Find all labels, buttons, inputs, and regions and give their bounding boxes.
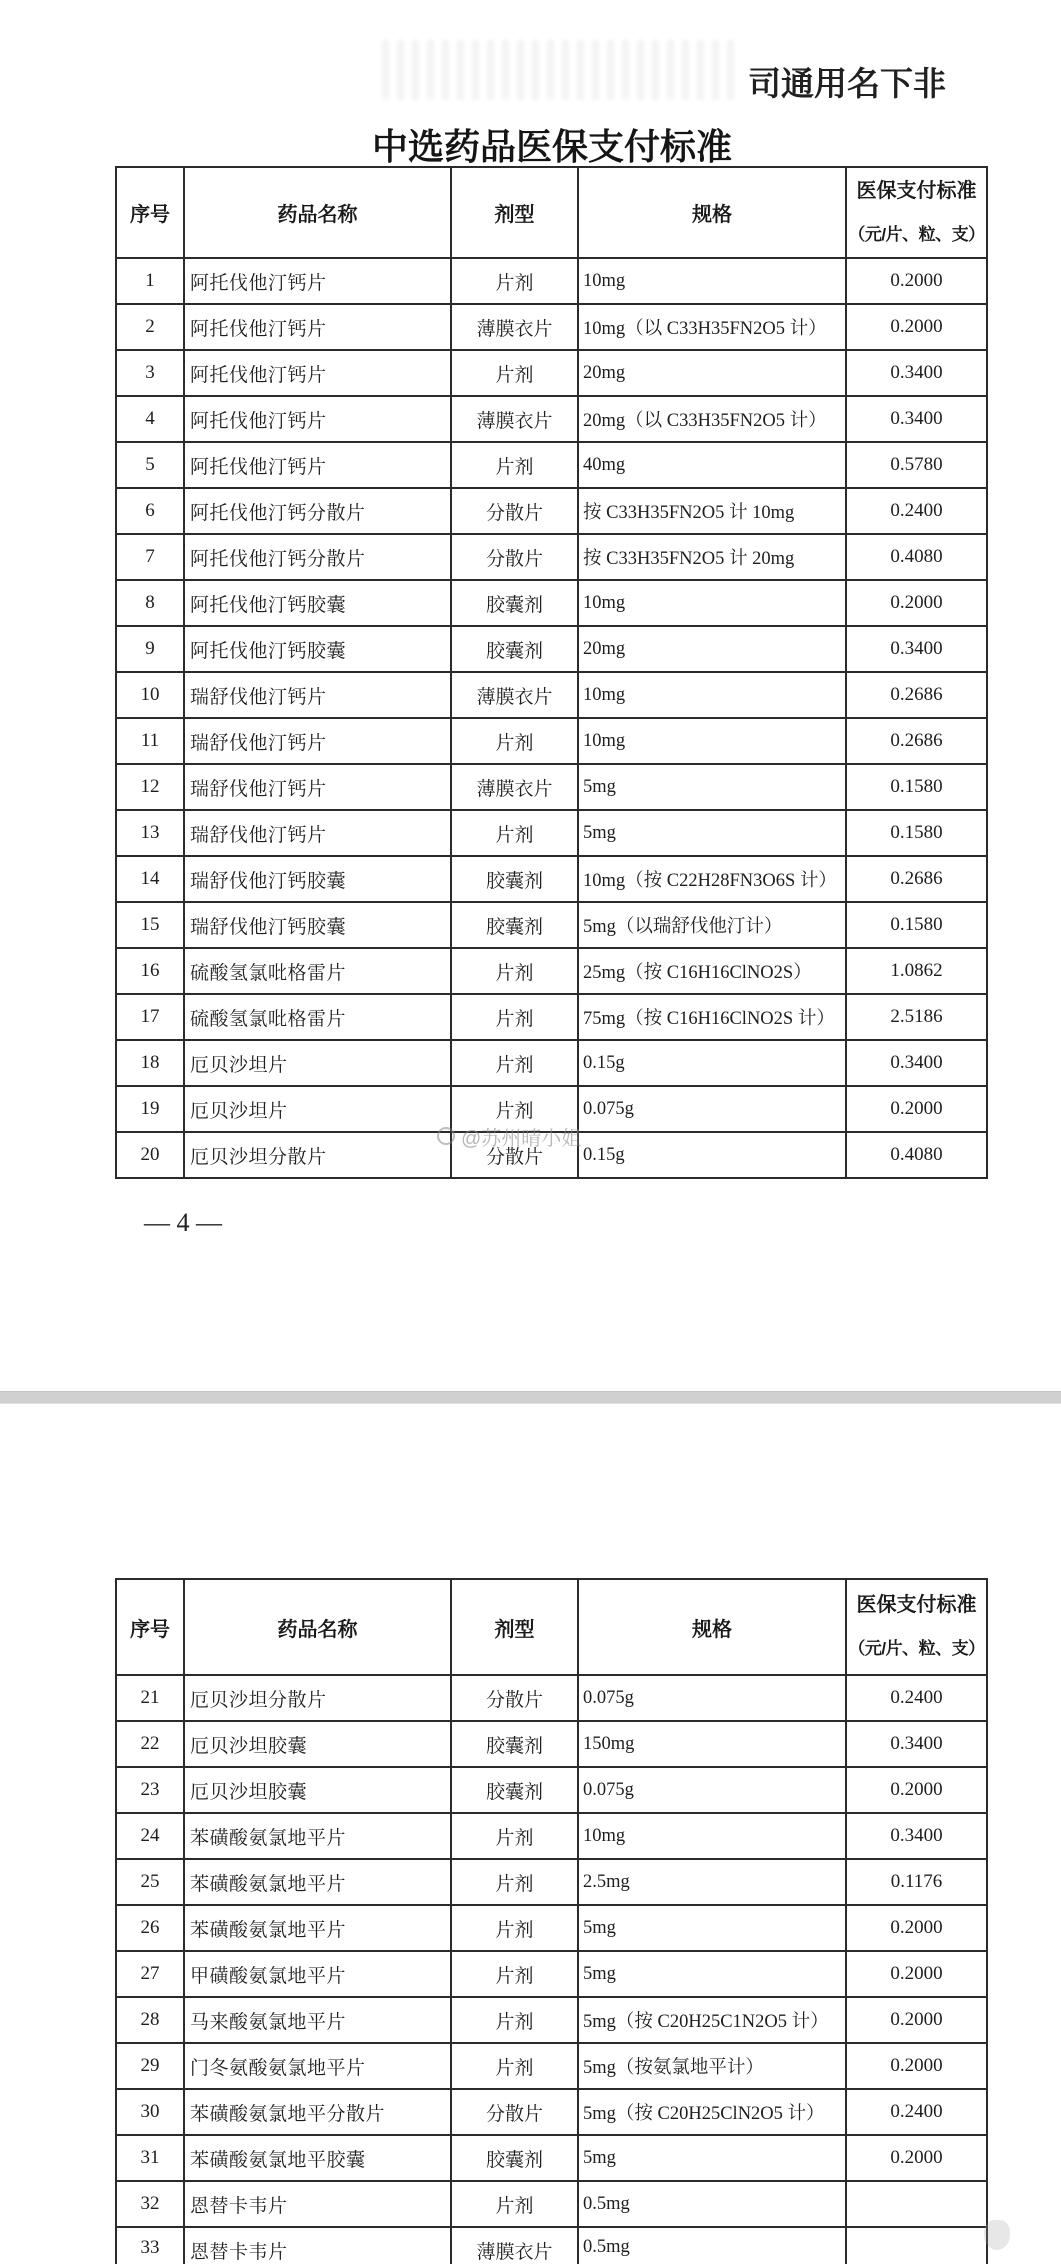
dosage-form-cell: 胶囊剂 (451, 626, 578, 672)
dosage-form-cell: 薄膜衣片 (451, 2227, 578, 2264)
drug-name-cell: 苯磺酸氨氯地平分散片 (184, 2089, 451, 2135)
specification-cell: 按 C33H35FN2O5 计 10mg (578, 488, 846, 534)
dosage-form-cell: 片剂 (451, 2181, 578, 2227)
row-index-cell: 33 (116, 2227, 184, 2264)
dosage-form-cell: 片剂 (451, 1040, 578, 1086)
drug-name-cell: 硫酸氢氯吡格雷片 (184, 994, 451, 1040)
row-index-cell: 30 (116, 2089, 184, 2135)
table-row (116, 856, 987, 902)
dosage-form-cell: 胶囊剂 (451, 580, 578, 626)
table-row (116, 1040, 987, 1086)
specification-cell: 10mg（按 C22H28FN3O6S 计） (578, 856, 846, 902)
header-drug-name: 药品名称 (184, 1579, 451, 1675)
row-index-cell: 32 (116, 2181, 184, 2227)
specification-cell: 10mg (578, 718, 846, 764)
dosage-form-cell: 分散片 (451, 1132, 578, 1178)
page-number: — 4 — (144, 1208, 222, 1237)
drug-name-cell: 厄贝沙坦分散片 (184, 1132, 451, 1178)
row-index-cell: 23 (116, 1767, 184, 1813)
dosage-form-cell: 片剂 (451, 810, 578, 856)
payment-standard-cell: 0.2000 (846, 1086, 987, 1132)
watermark (437, 1123, 581, 1149)
header-index: 序号 (116, 1579, 184, 1675)
table-body (116, 1675, 987, 2264)
drug-name-cell: 马来酸氨氯地平片 (184, 1997, 451, 2043)
table-row (116, 718, 987, 764)
table-row (116, 534, 987, 580)
table-row (116, 1859, 987, 1905)
payment-standard-cell: 0.3400 (846, 350, 987, 396)
payment-standard-cell: 0.2000 (846, 1905, 987, 1951)
dosage-form-cell: 片剂 (451, 350, 578, 396)
faded-text-smear (382, 40, 742, 100)
payment-standard-cell: 2.5186 (846, 994, 987, 1040)
dosage-form-cell: 片剂 (451, 994, 578, 1040)
payment-standard-cell: 0.2000 (846, 1951, 987, 1997)
table-row (116, 1997, 987, 2043)
drug-name-cell: 恩替卡韦片 (184, 2181, 451, 2227)
dosage-form-cell: 胶囊剂 (451, 856, 578, 902)
header-payment-standard-label: 医保支付标准 (856, 1594, 977, 1616)
drug-name-cell: 瑞舒伐他汀钙胶囊 (184, 902, 451, 948)
specification-cell: 40mg (578, 442, 846, 488)
table-row (116, 2135, 987, 2181)
drug-name-cell: 厄贝沙坦胶囊 (184, 1721, 451, 1767)
row-index-cell: 4 (116, 396, 184, 442)
header-payment-standard (846, 167, 987, 258)
table-row (116, 1721, 987, 1767)
dosage-form-cell: 片剂 (451, 258, 578, 304)
table-row (116, 810, 987, 856)
table-row (116, 442, 987, 488)
specification-cell: 5mg (578, 764, 846, 810)
specification-cell: 0.075g (578, 1675, 846, 1721)
drug-name-cell: 厄贝沙坦胶囊 (184, 1767, 451, 1813)
payment-standard-cell: 0.2686 (846, 718, 987, 764)
payment-standard-cell (846, 2181, 987, 2227)
payment-standard-cell: 0.1580 (846, 902, 987, 948)
dosage-form-cell: 胶囊剂 (451, 1767, 578, 1813)
header-payment-standard-unit: （元/片、粒、支） (848, 224, 985, 244)
table-row (116, 626, 987, 672)
drug-name-cell: 厄贝沙坦片 (184, 1040, 451, 1086)
payment-standard-cell: 0.4080 (846, 1132, 987, 1178)
watermark-logo-icon (984, 2220, 1010, 2250)
table-row (116, 994, 987, 1040)
row-index-cell: 14 (116, 856, 184, 902)
header-payment-standard-label: 医保支付标准 (856, 179, 977, 202)
row-index-cell: 20 (116, 1132, 184, 1178)
header-specification: 规格 (578, 167, 846, 258)
dosage-form-cell: 片剂 (451, 1813, 578, 1859)
payment-standard-cell: 0.2000 (846, 1767, 987, 1813)
table-row (116, 1813, 987, 1859)
specification-cell: 按 C33H35FN2O5 计 20mg (578, 534, 846, 580)
payment-standard-cell: 0.4080 (846, 534, 987, 580)
header-payment-standard-unit: （元/片、粒、支） (848, 1639, 985, 1658)
drug-name-cell: 厄贝沙坦片 (184, 1086, 451, 1132)
table-row (116, 1675, 987, 1721)
drug-name-cell: 甲磺酸氨氯地平片 (184, 1951, 451, 1997)
row-index-cell: 3 (116, 350, 184, 396)
row-index-cell: 18 (116, 1040, 184, 1086)
table-row (116, 488, 987, 534)
row-index-cell: 10 (116, 672, 184, 718)
header-dosage-form: 剂型 (451, 167, 578, 258)
row-index-cell: 5 (116, 442, 184, 488)
payment-standard-cell: 0.3400 (846, 1721, 987, 1767)
watermark-text: @苏州晴小姐 (461, 1127, 582, 1150)
specification-cell: 0.075g (578, 1767, 846, 1813)
dosage-form-cell: 分散片 (451, 2089, 578, 2135)
table-row (116, 902, 987, 948)
specification-cell: 75mg（按 C16H16ClNO2S 计） (578, 994, 846, 1040)
payment-standard-cell: 0.2000 (846, 258, 987, 304)
payment-standard-cell (846, 2227, 987, 2264)
specification-cell: 10mg (578, 580, 846, 626)
header-index: 序号 (116, 167, 184, 258)
header-dosage-form: 剂型 (451, 1579, 578, 1675)
drug-name-cell: 阿托伐他汀钙胶囊 (184, 580, 451, 626)
dosage-form-cell: 胶囊剂 (451, 2135, 578, 2181)
table-row (116, 2043, 987, 2089)
table-row (116, 2181, 987, 2227)
payment-standard-cell: 0.2400 (846, 488, 987, 534)
specification-cell: 5mg（以瑞舒伐他汀计） (578, 902, 846, 948)
payment-standard-cell: 0.3400 (846, 396, 987, 442)
page-separator (0, 1391, 1061, 1404)
dosage-form-cell: 分散片 (451, 534, 578, 580)
specification-cell: 0.5mg (578, 2181, 846, 2227)
drug-name-cell: 瑞舒伐他汀钙胶囊 (184, 856, 451, 902)
row-index-cell: 28 (116, 1997, 184, 2043)
table-row (116, 1767, 987, 1813)
drug-name-cell: 恩替卡韦片 (184, 2227, 451, 2264)
header-payment-standard (846, 1579, 987, 1675)
dosage-form-cell: 片剂 (451, 1997, 578, 2043)
row-index-cell: 19 (116, 1086, 184, 1132)
table-row (116, 580, 987, 626)
drug-name-cell: 阿托伐他汀钙分散片 (184, 534, 451, 580)
row-index-cell: 16 (116, 948, 184, 994)
drug-name-cell: 阿托伐他汀钙片 (184, 258, 451, 304)
row-index-cell: 24 (116, 1813, 184, 1859)
row-index-cell: 17 (116, 994, 184, 1040)
dosage-form-cell: 胶囊剂 (451, 1721, 578, 1767)
row-index-cell: 22 (116, 1721, 184, 1767)
drug-name-cell: 阿托伐他汀钙胶囊 (184, 626, 451, 672)
row-index-cell: 29 (116, 2043, 184, 2089)
specification-cell: 5mg (578, 810, 846, 856)
specification-cell: 10mg (578, 1813, 846, 1859)
table-row (116, 2089, 987, 2135)
row-index-cell: 12 (116, 764, 184, 810)
drug-name-cell: 阿托伐他汀钙分散片 (184, 488, 451, 534)
drug-name-cell: 阿托伐他汀钙片 (184, 350, 451, 396)
dosage-form-cell: 片剂 (451, 2043, 578, 2089)
payment-standard-cell: 0.3400 (846, 1040, 987, 1086)
row-index-cell: 9 (116, 626, 184, 672)
table-row (116, 1951, 987, 1997)
payment-standard-cell: 0.2000 (846, 580, 987, 626)
specification-cell: 20mg（以 C33H35FN2O5 计） (578, 396, 846, 442)
payment-standard-cell: 0.1580 (846, 810, 987, 856)
table-row (116, 948, 987, 994)
specification-cell: 2.5mg (578, 1859, 846, 1905)
drug-name-cell: 瑞舒伐他汀钙片 (184, 672, 451, 718)
drug-name-cell: 瑞舒伐他汀钙片 (184, 810, 451, 856)
row-index-cell: 2 (116, 304, 184, 350)
header-specification: 规格 (578, 1579, 846, 1675)
drug-name-cell: 瑞舒伐他汀钙片 (184, 718, 451, 764)
row-index-cell: 8 (116, 580, 184, 626)
row-index-cell: 25 (116, 1859, 184, 1905)
specification-cell: 0.075g (578, 1086, 846, 1132)
specification-cell: 10mg (578, 672, 846, 718)
dosage-form-cell: 片剂 (451, 1905, 578, 1951)
specification-cell: 150mg (578, 1721, 846, 1767)
table-row (116, 764, 987, 810)
table-row (116, 396, 987, 442)
specification-cell: 5mg (578, 1905, 846, 1951)
table-body (116, 258, 987, 1178)
table-row (116, 350, 987, 396)
row-index-cell: 26 (116, 1905, 184, 1951)
drug-name-cell: 苯磺酸氨氯地平片 (184, 1813, 451, 1859)
dosage-form-cell: 薄膜衣片 (451, 396, 578, 442)
specification-cell: 10mg (578, 258, 846, 304)
payment-standard-cell: 0.2400 (846, 2089, 987, 2135)
specification-cell: 5mg（按氨氯地平计） (578, 2043, 846, 2089)
specification-cell: 20mg (578, 350, 846, 396)
table-header-row (116, 1579, 987, 1675)
drug-name-cell: 门冬氨酸氨氯地平片 (184, 2043, 451, 2089)
payment-standard-cell: 0.5780 (846, 442, 987, 488)
table-row (116, 672, 987, 718)
dosage-form-cell: 胶囊剂 (451, 902, 578, 948)
table-header-row (116, 167, 987, 258)
row-index-cell: 1 (116, 258, 184, 304)
row-index-cell: 27 (116, 1951, 184, 1997)
specification-cell: 25mg（按 C16H16ClNO2S） (578, 948, 846, 994)
drug-name-cell: 苯磺酸氨氯地平片 (184, 1859, 451, 1905)
specification-cell: 0.5mg (578, 2227, 846, 2264)
row-index-cell: 7 (116, 534, 184, 580)
drug-name-cell: 厄贝沙坦分散片 (184, 1675, 451, 1721)
row-index-cell: 13 (116, 810, 184, 856)
drug-name-cell: 阿托伐他汀钙片 (184, 304, 451, 350)
dosage-form-cell: 薄膜衣片 (451, 764, 578, 810)
payment-standard-cell: 0.3400 (846, 1813, 987, 1859)
dosage-form-cell: 分散片 (451, 1675, 578, 1721)
drug-name-cell: 苯磺酸氨氯地平胶囊 (184, 2135, 451, 2181)
specification-cell: 0.15g (578, 1040, 846, 1086)
weibo-watermark-icon (437, 1127, 455, 1145)
dosage-form-cell: 片剂 (451, 1951, 578, 1997)
payment-standard-cell: 0.3400 (846, 626, 987, 672)
payment-standard-cell: 0.1580 (846, 764, 987, 810)
drug-name-cell: 阿托伐他汀钙片 (184, 396, 451, 442)
table-row (116, 1905, 987, 1951)
table-row (116, 304, 987, 350)
drug-name-cell: 瑞舒伐他汀钙片 (184, 764, 451, 810)
dosage-form-cell: 片剂 (451, 1086, 578, 1132)
row-index-cell: 31 (116, 2135, 184, 2181)
drug-name-cell: 苯磺酸氨氯地平片 (184, 1905, 451, 1951)
dosage-form-cell: 片剂 (451, 718, 578, 764)
payment-standard-cell: 0.2400 (846, 1675, 987, 1721)
row-index-cell: 15 (116, 902, 184, 948)
payment-standard-cell: 0.2000 (846, 2135, 987, 2181)
payment-standard-cell: 0.2000 (846, 304, 987, 350)
row-index-cell: 21 (116, 1675, 184, 1721)
payment-standard-cell: 0.1176 (846, 1859, 987, 1905)
dosage-form-cell: 片剂 (451, 442, 578, 488)
row-index-cell: 11 (116, 718, 184, 764)
payment-standard-cell: 0.2686 (846, 672, 987, 718)
header-drug-name: 药品名称 (184, 167, 451, 258)
specification-cell: 20mg (578, 626, 846, 672)
drug-name-cell: 阿托伐他汀钙片 (184, 442, 451, 488)
dosage-form-cell: 片剂 (451, 948, 578, 994)
header-text-fragment: 司通用名下非 (748, 67, 946, 103)
payment-standard-cell: 0.2686 (846, 856, 987, 902)
specification-cell: 5mg（按 C20H25C1N2O5 计） (578, 1997, 846, 2043)
row-index-cell: 6 (116, 488, 184, 534)
payment-standard-table-page-2 (115, 1578, 988, 2264)
drug-name-cell: 硫酸氢氯吡格雷片 (184, 948, 451, 994)
document-title: 中选药品医保支付标准 (372, 127, 733, 167)
specification-cell: 5mg (578, 1951, 846, 1997)
specification-cell: 5mg（按 C20H25ClN2O5 计） (578, 2089, 846, 2135)
dosage-form-cell: 薄膜衣片 (451, 672, 578, 718)
payment-standard-cell: 1.0862 (846, 948, 987, 994)
dosage-form-cell: 薄膜衣片 (451, 304, 578, 350)
table-row (116, 2227, 987, 2264)
dosage-form-cell: 分散片 (451, 488, 578, 534)
dosage-form-cell: 片剂 (451, 1859, 578, 1905)
payment-standard-table-page-1 (115, 166, 988, 1179)
payment-standard-cell: 0.2000 (846, 2043, 987, 2089)
specification-cell: 5mg (578, 2135, 846, 2181)
specification-cell: 10mg（以 C33H35FN2O5 计） (578, 304, 846, 350)
table-row (116, 258, 987, 304)
specification-cell: 0.15g (578, 1132, 846, 1178)
payment-standard-cell: 0.2000 (846, 1997, 987, 2043)
